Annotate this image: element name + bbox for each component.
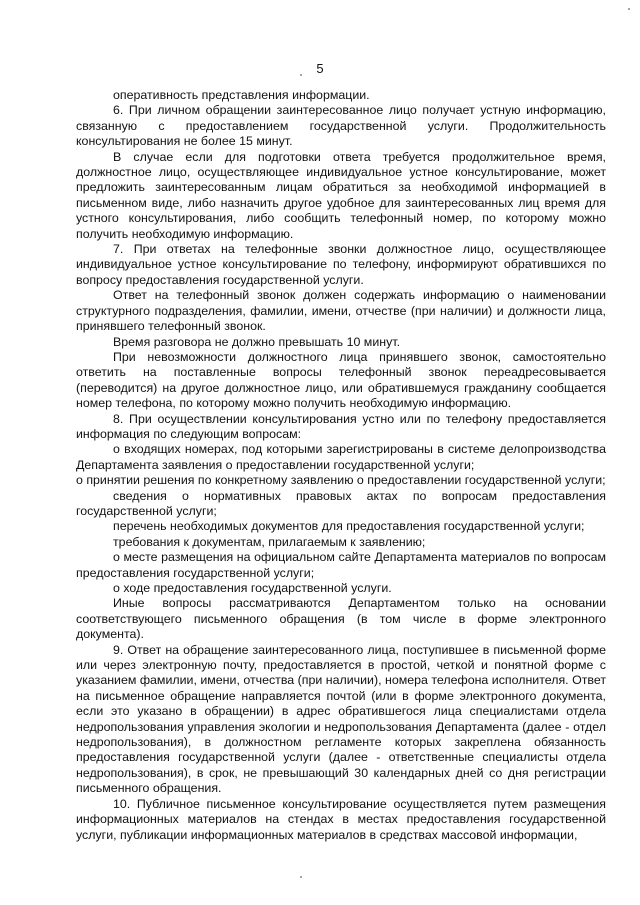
- document-body: [76, 88, 606, 843]
- scan-speck: [300, 876, 302, 878]
- paragraph: 10. Публичное письменное консультирование осуществляется путем размещения информационных материалов на стендах в местах предоставления государственной услуги, публикации информационных материалов в средствах массовой информации,: [76, 796, 606, 842]
- paragraph: При невозможности должностного лица принявшего звонок, самостоятельно ответить на поставленные вопросы телефонный звонок переадресовывается (переводится) на другое должностное лицо, или обратившемуся гражданину сообщается номер телефона, по которому можно получить необходимую информацию.: [76, 349, 606, 411]
- paragraph: Иные вопросы рассматриваются Департаментом только на основании соответствующего письменного обращения (в том числе в форме электронного документа).: [76, 596, 606, 642]
- paragraph: В случае если для подготовки ответа требуется продолжительное время, должностное лицо, осуществляющее индивидуальное устное консультирование, может предложить заинтересованным лицам обратиться за необходимой информацией в письменном виде, либо назначить другое удобное для заинтересованных лиц время для устного консультирования, либо сообщить телефонный номер, по которому можно получить необходимую информацию.: [76, 149, 606, 241]
- paragraph: Время разговора не должно превышать 10 минут.: [113, 334, 401, 349]
- paragraph: 6. При личном обращении заинтересованное лицо получает устную информацию, связанную с предоставлением государственной услуги. Продолжительность консультирования не более 15 минут.: [76, 103, 606, 149]
- list-item: о ходе предоставления государственной услуги.: [113, 581, 392, 595]
- paragraph: 8. При осуществлении консультирования устно или по телефону предоставляется информация по следующим вопросам:: [76, 411, 606, 441]
- paragraph: Ответ на телефонный звонок должен содержать информацию о наименовании структурного подразделения, фамилии, имени, отчестве (при наличии) и должности лица, принявшего телефонный звонок.: [76, 288, 606, 334]
- list-item: сведения о нормативных правовых актах по вопросам предоставления государственной услуги;: [76, 488, 606, 518]
- paragraph: 7. При ответах на телефонные звонки должностное лицо, осуществляющее индивидуальное устное консультирование по телефону, информируют обратившихся по вопросу предоставления государственной услуги.: [76, 242, 606, 287]
- list-item: о входящих номерах, под которыми зарегистрированы в системе делопроизводства Департамента заявления о предоставлении государственной услуги;: [76, 442, 606, 472]
- paragraph: оперативность представления информации.: [113, 88, 370, 102]
- page-number: 5: [316, 61, 324, 76]
- scan-speck: [628, 8, 630, 10]
- list-item: перечень необходимых документов для предоставления государственной услуги;: [113, 519, 585, 534]
- paragraph: 9. Ответ на обращение заинтересованного лица, поступившее в письменной форме или через электронную почту, предоставляется в простой, четкой и понятной форме с указанием фамилии, имени, отчества (при наличии), номера телефона исполнителя. Ответ на письменное обращение направляется почтой (или в форме электронного документа, если это указано в обращении) в адрес обратившегося лица специалистами отдела недропользования управления экологии и недропользования Департамента (далее - отдел недропользования), в должностном регламенте которых закреплена обязанность предоставления государственной услуги (далее - ответственные специалисты отдела недропользования), в срок, не превышающий 30 календарных дней со дня регистрации письменного обращения.: [76, 642, 606, 796]
- list-item: о принятии решения по конкретному заявлению о предоставлении государственной услуги;: [76, 473, 606, 488]
- scan-speck: [300, 74, 302, 76]
- list-item: о месте размещения на официальном сайте Департамента материалов по вопросам предоставления государственной услуги;: [76, 550, 606, 580]
- list-item: требования к документам, прилагаемым к заявлению;: [113, 534, 426, 549]
